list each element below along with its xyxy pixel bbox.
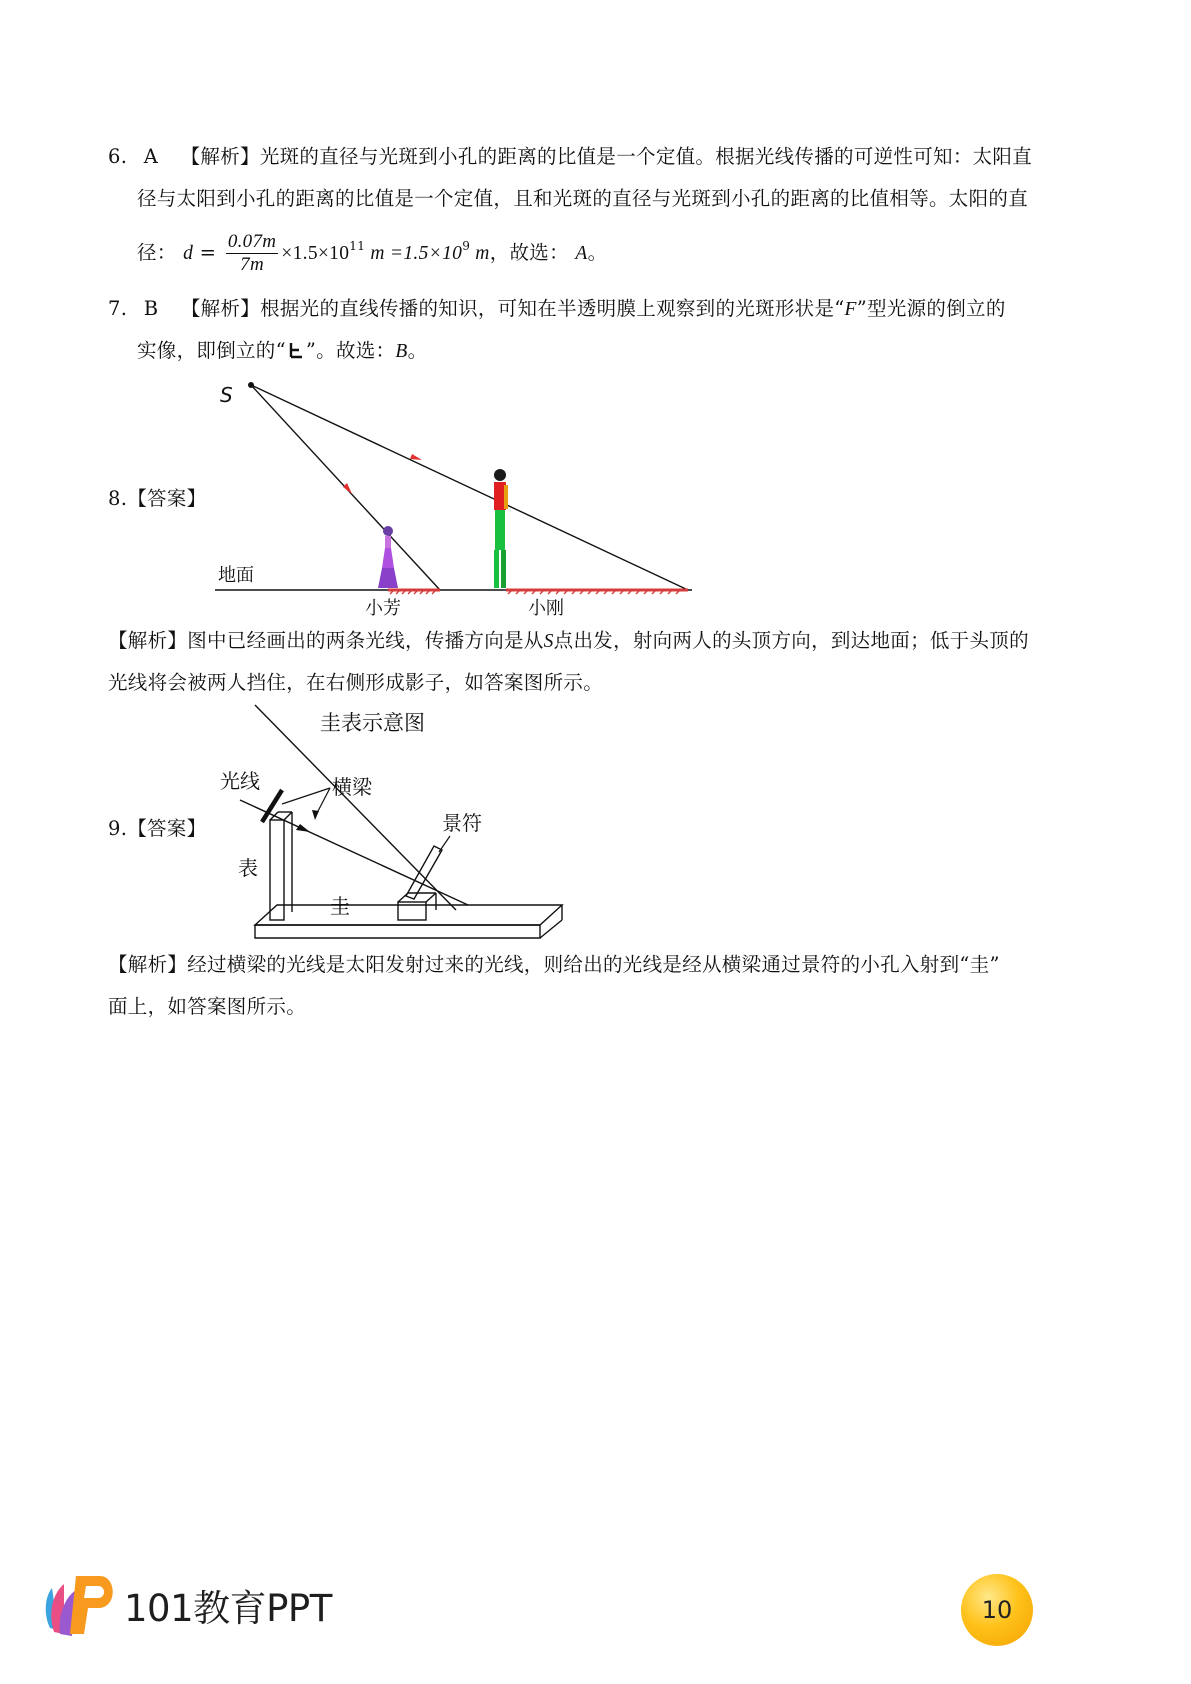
q7-choice: B — [395, 341, 408, 362]
xiaogang-figure — [494, 469, 508, 588]
q8-analysis-line2: 光线将会被两人挡住，在右侧形成影子，如答案图所示。 — [108, 671, 604, 694]
q6-frac-num: 0.07m — [227, 231, 277, 252]
q6-text2: 径与太阳到小孔的距离的比值是一个定值，且和光斑的直径与光斑到小孔的距离的比值相等。太阳的直 — [137, 187, 1029, 210]
q7-text2a: 实像，即倒立的“ — [137, 339, 286, 362]
ground-label: 地面 — [218, 565, 254, 586]
q6-line3 — [137, 224, 1127, 283]
q9-analysis-line1: 【解析】经过横梁的光线是太阳发射过来的光线，则给出的光线是经从横梁通过景符的小孔入射到“圭” — [108, 953, 1000, 976]
q6-formula-unit: m — [470, 243, 490, 264]
q6-line2 — [137, 178, 1127, 220]
q8-analysis-line1: 【解析】图中已经画出的两条光线，传播方向是从S点出发，射向两人的头顶方向，到达地面；低于头顶的 — [108, 629, 1029, 652]
q9-label: 9.【答案】 — [108, 817, 207, 840]
q6-text3-suffix: ，故选： — [489, 241, 569, 264]
page-number-badge: 10 — [961, 1574, 1033, 1646]
q6-exp1: 11 — [349, 239, 366, 253]
q7-text1a: 根据光的直线传播的知识，可知在半透明膜上观察到的光斑形状是“ — [260, 297, 845, 320]
q6-fraction — [226, 231, 278, 276]
beam-label: 横梁 — [332, 775, 372, 799]
q6-formula-var: d — [183, 243, 194, 264]
q6-end: 。 — [587, 241, 608, 264]
shadow-diagram — [210, 375, 700, 625]
base-gui — [255, 905, 562, 938]
fu-label: 景符 — [442, 811, 482, 835]
q7-line2 — [137, 330, 1127, 373]
q7-tag: 【解析】 — [180, 297, 261, 320]
xiaogang-label: 小刚 — [528, 598, 564, 619]
gui-label: 圭 — [330, 894, 350, 918]
q7-text2b: ”。故选： — [305, 339, 396, 362]
q7-line1 — [108, 288, 1098, 331]
ray-arrow-2 — [410, 454, 422, 460]
q7-number: 7. — [108, 297, 128, 320]
q6-answer: A — [143, 145, 159, 168]
source-label: S — [220, 383, 233, 407]
q6-formula-mid: m =1.5×10 — [365, 243, 463, 264]
ray-arrow-1 — [343, 483, 352, 494]
brand-logo-icon — [38, 1568, 118, 1640]
q6-frac-den: 7m — [240, 254, 264, 275]
q8-tag: 【解析】 — [108, 629, 188, 652]
q6-text3-prefix: 径： — [137, 241, 177, 264]
q6-text1: 光斑的直径与光斑到小孔的距离的比值是一个定值。根据光线传播的可逆性可知：太阳直 — [259, 145, 1033, 168]
q6-line1 — [108, 136, 1098, 178]
q6-tag: 【解析】 — [180, 145, 260, 168]
inverted-f-icon — [286, 340, 306, 360]
brand-name: 101教育PPT — [124, 1587, 332, 1630]
q7-end: 。 — [407, 339, 428, 362]
biao-label: 表 — [238, 856, 258, 880]
q7-shape: F — [844, 299, 857, 320]
q6-choice: A — [575, 243, 588, 264]
q7-answer: B — [143, 297, 159, 320]
q6-exp2: 9 — [462, 239, 471, 253]
q6-number: 6. — [108, 145, 128, 168]
q8-label: 8.【答案】 — [108, 487, 207, 510]
ray-label: 光线 — [220, 769, 260, 793]
q9-analysis-line2: 面上，如答案图所示。 — [108, 995, 307, 1018]
q6-formula-rest: ×1.5×10 — [281, 243, 350, 264]
q6-formula-eq: = — [199, 241, 217, 264]
diagram-title: 圭表示意图 — [320, 711, 425, 735]
q9-tag: 【解析】 — [108, 953, 188, 976]
q7-text1b: ”型光源的倒立的 — [856, 297, 1006, 320]
ray-to-xiaogang — [251, 385, 688, 590]
xiaofang-label: 小芳 — [365, 598, 401, 619]
xiaofang-figure — [378, 526, 398, 588]
